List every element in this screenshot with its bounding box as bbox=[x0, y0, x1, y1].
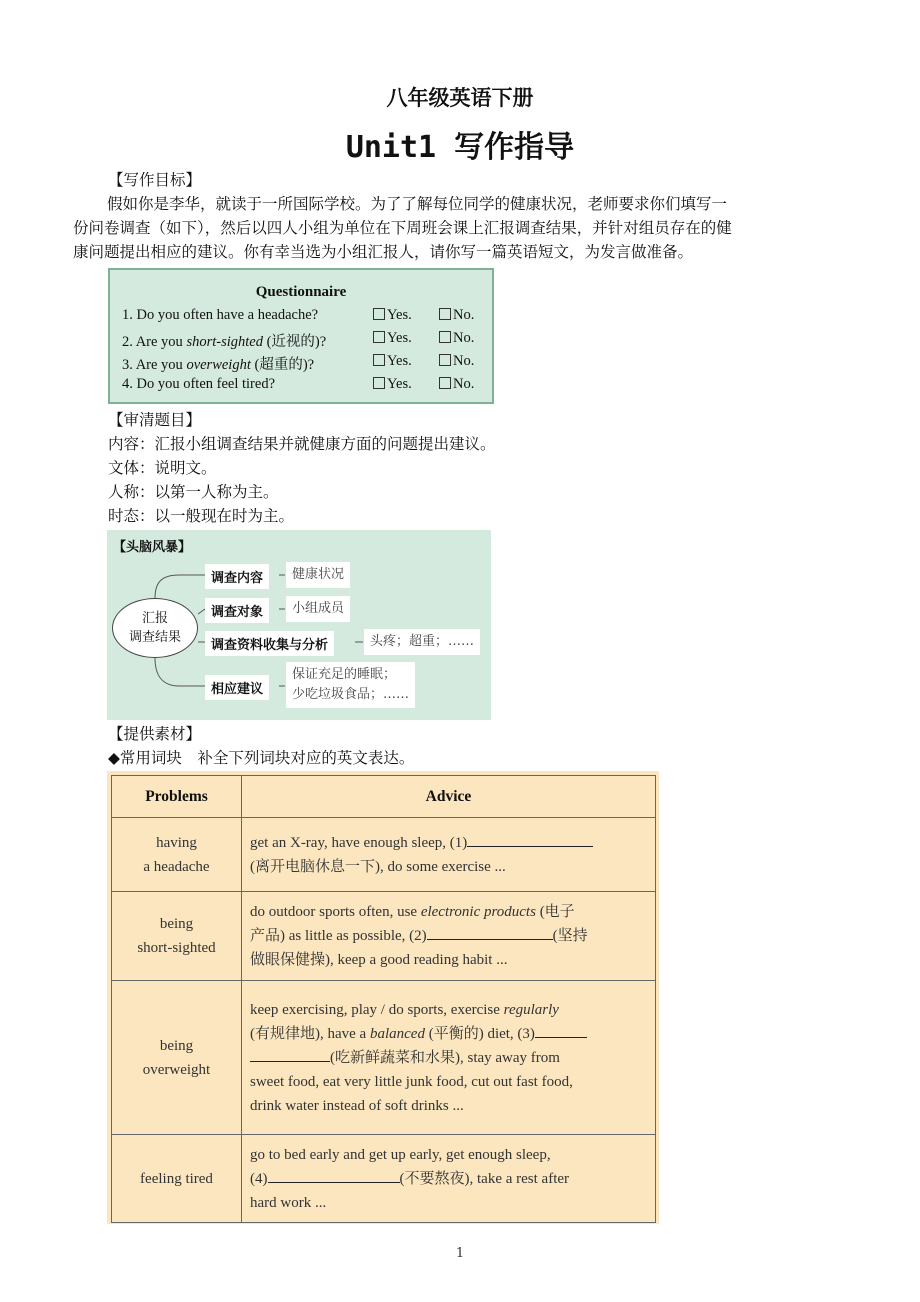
problem-cell: being overweight bbox=[112, 981, 242, 1135]
problem-cell: having a headache bbox=[112, 818, 242, 892]
no-option[interactable] bbox=[439, 307, 474, 324]
no-label: No. bbox=[453, 353, 475, 369]
advice-text: keep exercising, play / do sports, exercise bbox=[250, 1001, 504, 1018]
blank-1[interactable] bbox=[467, 832, 593, 847]
no-option[interactable] bbox=[439, 353, 474, 370]
advice-text: (电子 bbox=[535, 904, 575, 920]
header-problems: Problems bbox=[112, 776, 242, 818]
checkbox-icon[interactable] bbox=[373, 354, 385, 366]
goal-line-3: 康问题提出相应的建议。你有幸当选为小组汇报人，请你写一篇英语短文，为发言做准备。 bbox=[73, 243, 694, 261]
advice-term: regularly bbox=[503, 1001, 559, 1018]
advice-cell bbox=[242, 892, 656, 981]
no-label: No. bbox=[453, 376, 475, 392]
question-2-pre: 2. Are you bbox=[122, 334, 187, 350]
leaf-members: 小组成员 bbox=[286, 596, 350, 622]
advice-text: hard work ... bbox=[250, 1194, 327, 1211]
yes-label: Yes. bbox=[387, 307, 412, 323]
table-row bbox=[112, 892, 656, 981]
analysis-heading: 【审清题目】 bbox=[108, 411, 202, 429]
table-row bbox=[112, 1135, 656, 1223]
advice-text: go to bed early and get up early, get enough sleep, bbox=[250, 1146, 551, 1163]
materials-heading: 【提供素材】 bbox=[108, 725, 202, 743]
analysis-person: 人称：以第一人称为主。 bbox=[108, 483, 279, 501]
question-2 bbox=[122, 330, 326, 351]
leaf-problems: 头疼；超重；…… bbox=[364, 629, 480, 655]
advice-text: (不要熬夜), take a rest after bbox=[399, 1170, 570, 1187]
materials-instruction: ◆常用词块 补全下列词块对应的英文表达。 bbox=[108, 749, 415, 767]
unit-title: Unit1 写作指导 bbox=[345, 130, 575, 165]
leaf-health: 健康状况 bbox=[286, 562, 350, 588]
questionnaire-title: Questionnaire bbox=[255, 284, 347, 300]
problem-cell: feeling tired bbox=[112, 1135, 242, 1223]
leaf-advice bbox=[286, 662, 415, 708]
brainstorm-title: 【头脑风暴】 bbox=[113, 540, 192, 555]
checkbox-icon[interactable] bbox=[439, 354, 451, 366]
question-3 bbox=[122, 353, 314, 374]
blank-4[interactable] bbox=[268, 1168, 400, 1183]
questionnaire-box bbox=[108, 268, 494, 404]
header-advice: Advice bbox=[242, 776, 656, 818]
leaf-advice-line-1: 保证充足的睡眠； bbox=[292, 667, 397, 682]
yes-option[interactable] bbox=[373, 330, 412, 347]
yes-option[interactable] bbox=[373, 307, 412, 324]
yes-label: Yes. bbox=[387, 376, 412, 392]
checkbox-icon[interactable] bbox=[439, 308, 451, 320]
advice-text: 产品) as little as possible, (2) bbox=[250, 928, 427, 944]
advice-text: sweet food, eat very little junk food, cut out fast food, bbox=[250, 1073, 573, 1090]
center-line-2: 调查结果 bbox=[128, 630, 181, 645]
advice-term: balanced bbox=[369, 1025, 425, 1042]
brainstorm-map bbox=[107, 530, 491, 720]
page-number: 1 bbox=[455, 1246, 465, 1261]
center-line-1: 汇报 bbox=[141, 611, 168, 626]
advice-cell bbox=[242, 818, 656, 892]
advice-cell bbox=[242, 1135, 656, 1223]
question-1: 1. Do you often have a headache? bbox=[122, 307, 319, 323]
table-row bbox=[112, 981, 656, 1135]
problem-cell: being short-sighted bbox=[112, 892, 242, 981]
node-data-analysis: 调查资料收集与分析 bbox=[205, 631, 334, 656]
yes-option[interactable] bbox=[373, 376, 412, 393]
advice-text: (有规律地), have a bbox=[250, 1025, 370, 1042]
no-option[interactable] bbox=[439, 376, 474, 393]
yes-label: Yes. bbox=[387, 330, 412, 346]
yes-label: Yes. bbox=[387, 353, 412, 369]
checkbox-icon[interactable] bbox=[373, 331, 385, 343]
advice-cell bbox=[242, 981, 656, 1135]
advice-text: (吃新鲜蔬菜和水果), stay away from bbox=[330, 1049, 560, 1066]
yes-option[interactable] bbox=[373, 353, 412, 370]
advice-text: (离开电脑休息一下), do some exercise ... bbox=[250, 858, 506, 875]
advice-text: (坚持 bbox=[552, 928, 588, 944]
question-3-term: overweight bbox=[186, 357, 251, 373]
checkbox-icon[interactable] bbox=[373, 308, 385, 320]
question-3-pre: 3. Are you bbox=[122, 357, 187, 373]
advice-text: do outdoor sports often, use bbox=[250, 904, 421, 920]
analysis-tense: 时态：以一般现在时为主。 bbox=[108, 507, 295, 525]
question-4: 4. Do you often feel tired? bbox=[122, 376, 276, 392]
question-2-term: short-sighted bbox=[186, 334, 263, 350]
analysis-style: 文体：说明文。 bbox=[108, 459, 217, 477]
advice-text: get an X-ray, have enough sleep, (1) bbox=[250, 834, 468, 851]
advice-table bbox=[111, 775, 656, 1223]
leaf-advice-line-2: 少吃垃圾食品；…… bbox=[292, 687, 410, 702]
goal-line-2: 份问卷调查（如下），然后以四人小组为单位在下周班会课上汇报调查结果，并针对组员存在的健 bbox=[73, 219, 732, 237]
question-3-post: (超重的)? bbox=[250, 357, 315, 373]
node-survey-target: 调查对象 bbox=[205, 598, 269, 623]
no-label: No. bbox=[453, 307, 475, 323]
no-option[interactable] bbox=[439, 330, 474, 347]
goal-heading: 【写作目标】 bbox=[108, 171, 202, 189]
goal-paragraph bbox=[73, 192, 855, 264]
analysis-content: 内容：汇报小组调查结果并就健康方面的问题提出建议。 bbox=[108, 435, 496, 453]
no-label: No. bbox=[453, 330, 475, 346]
blank-2[interactable] bbox=[427, 925, 553, 940]
center-node bbox=[112, 598, 198, 658]
grade-title: 八年级英语下册 bbox=[386, 86, 534, 110]
advice-text: 做眼保健操), keep a good reading habit ... bbox=[250, 952, 508, 968]
node-survey-content: 调查内容 bbox=[205, 564, 269, 589]
blank-3[interactable] bbox=[535, 1023, 587, 1038]
advice-table-panel bbox=[107, 771, 659, 1224]
advice-text: drink water instead of soft drinks ... bbox=[250, 1097, 464, 1114]
advice-text: (平衡的) diet, (3) bbox=[424, 1025, 535, 1042]
node-advice: 相应建议 bbox=[205, 675, 269, 700]
advice-term: electronic products bbox=[420, 904, 536, 920]
question-2-post: (近视的)? bbox=[262, 334, 327, 350]
checkbox-icon[interactable] bbox=[373, 377, 385, 389]
table-row bbox=[112, 818, 656, 892]
table-header-row bbox=[112, 776, 656, 818]
checkbox-icon[interactable] bbox=[439, 331, 451, 343]
advice-text: (4) bbox=[250, 1170, 268, 1187]
blank-3-continued[interactable] bbox=[250, 1047, 330, 1062]
checkbox-icon[interactable] bbox=[439, 377, 451, 389]
goal-line-1: 假如你是李华，就读于一所国际学校。为了了解每位同学的健康状况，老师要求你们填写一 bbox=[107, 195, 728, 213]
